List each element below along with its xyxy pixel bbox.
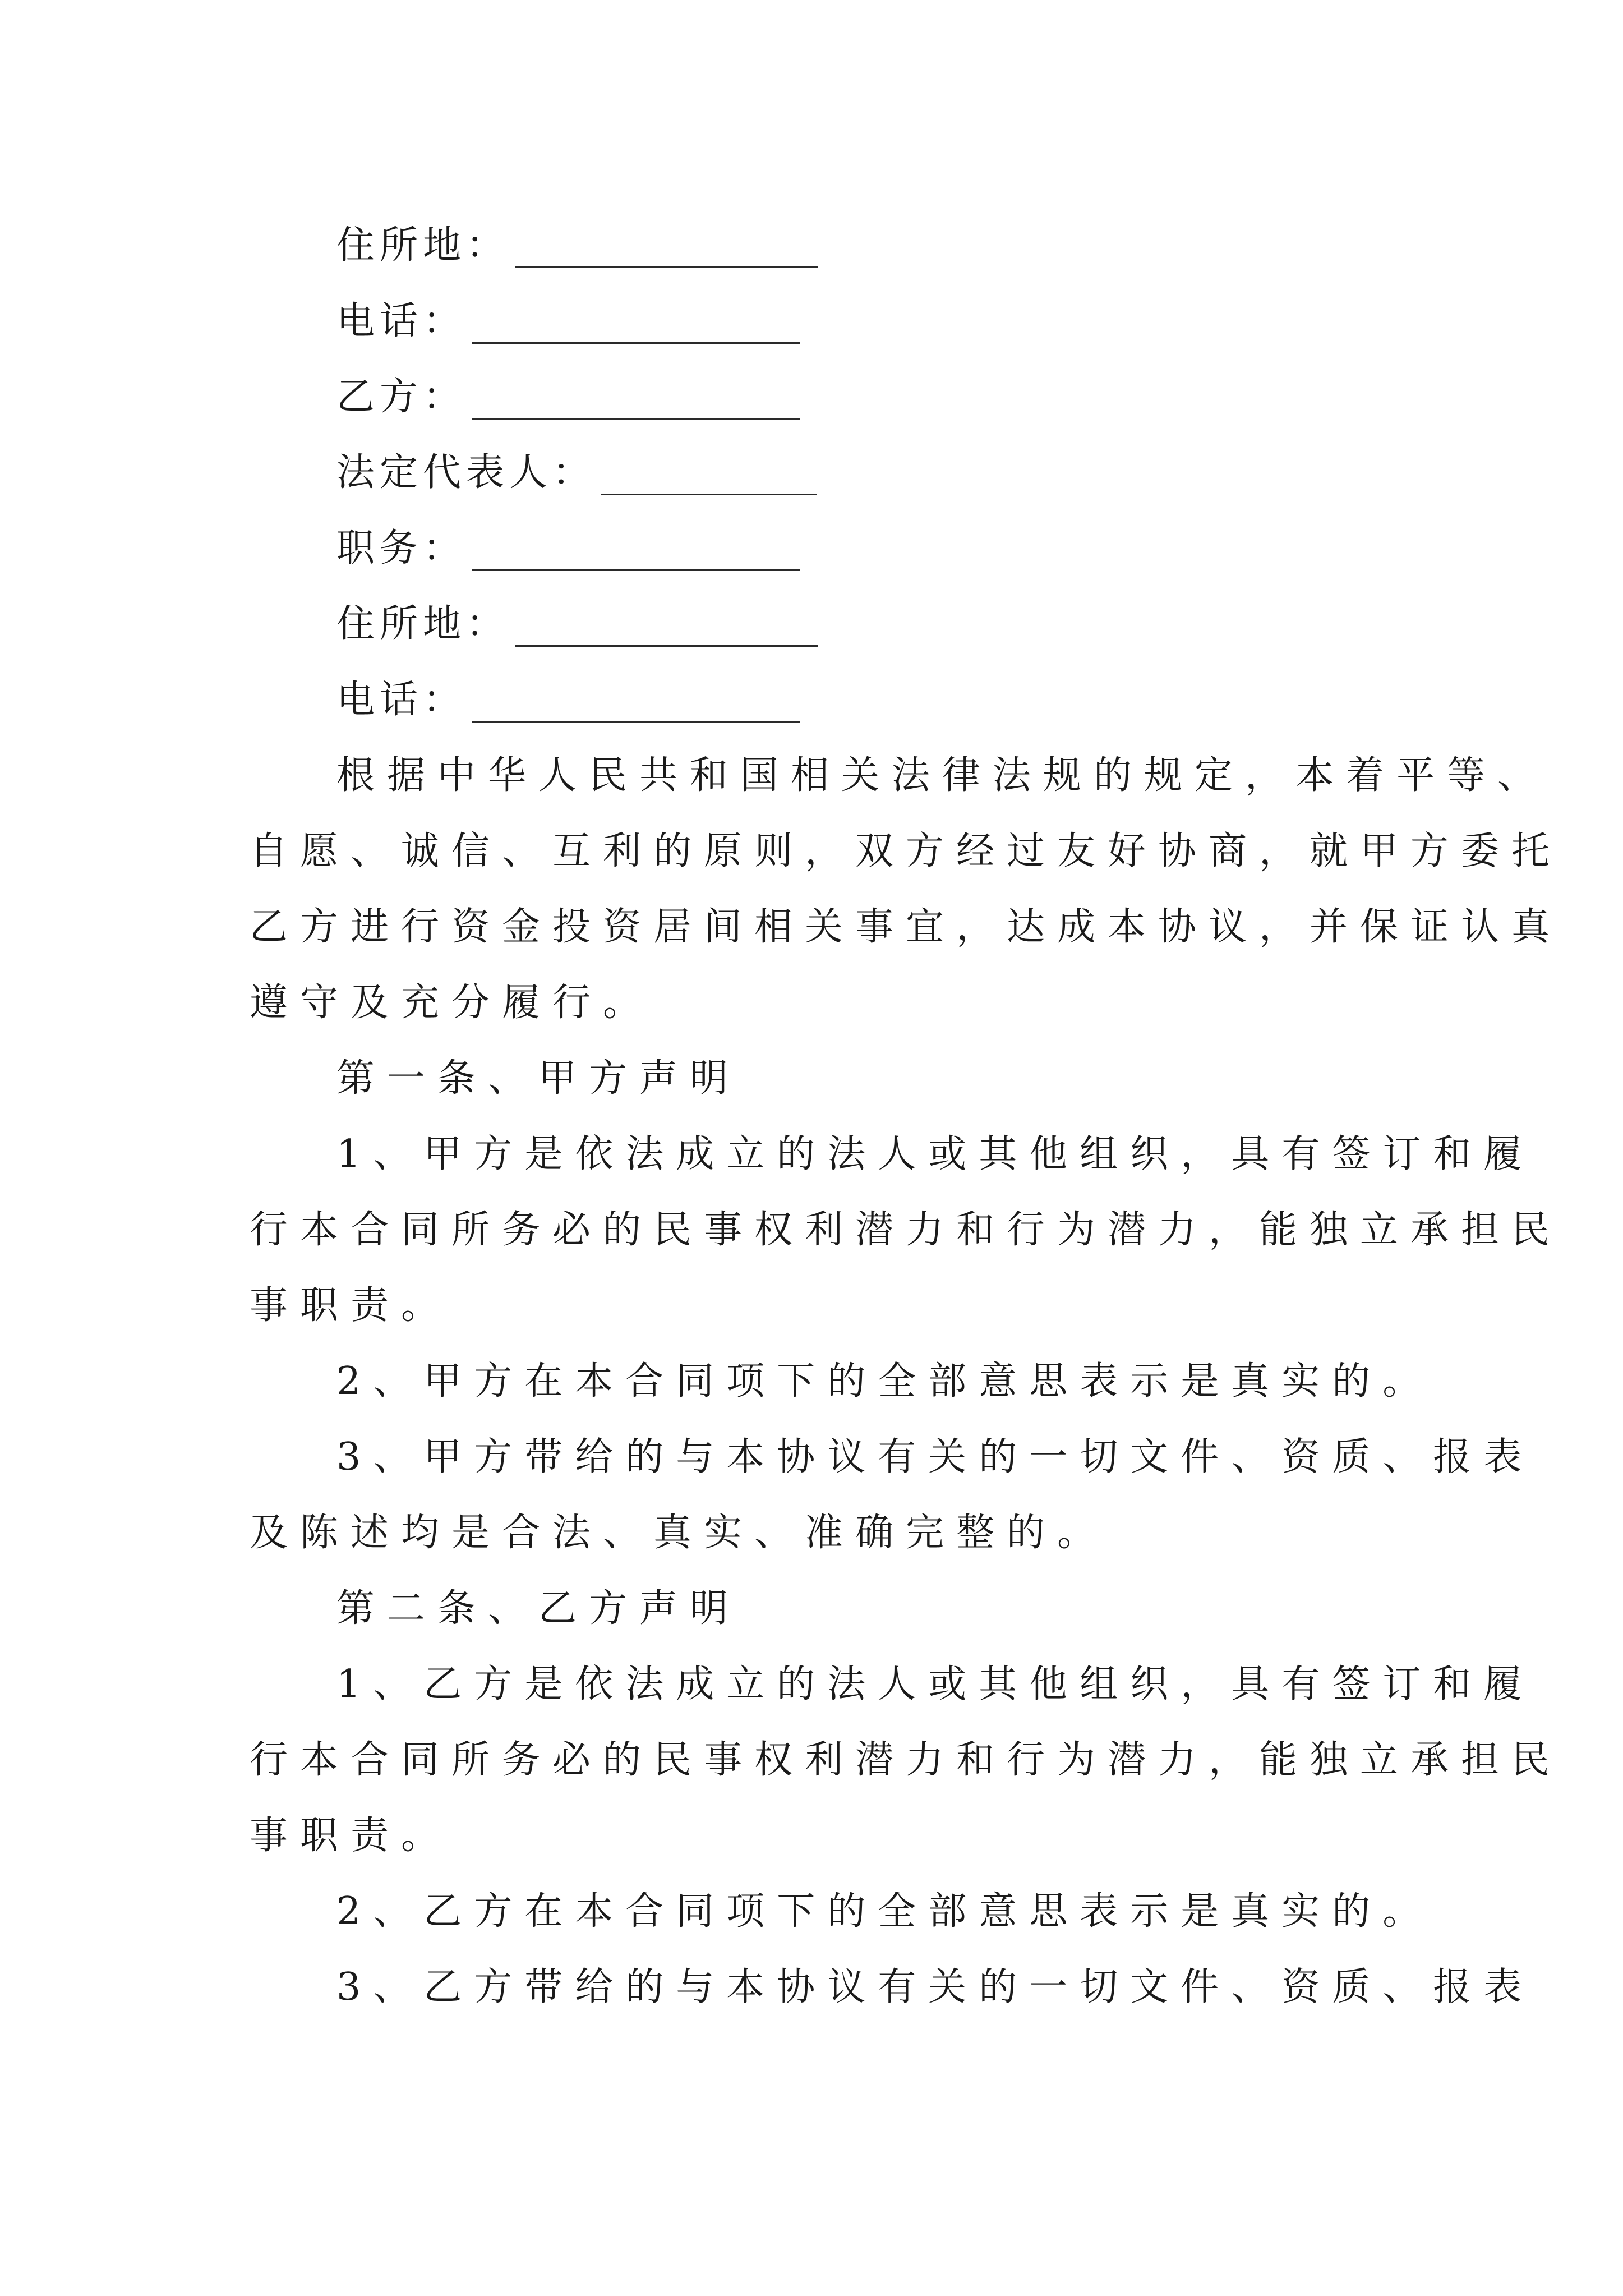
article-1-clause-1-line-2: 行本合同所务必的民事权利潜力和行为潜力，能独立承担民 [250,1208,1562,1252]
party-b-legal-rep-label: 法定代表人： [336,450,596,495]
article-1-clause-3-line-2: 及陈述均是合法、真实、准确完整的。 [250,1511,1108,1555]
preamble-line-1: 根据中华人民共和国相关法律法规的规定，本着平等、 [336,753,1548,798]
preamble-line-2: 自愿、诚信、互利的原则，双方经过友好协商，就甲方委托 [250,829,1562,873]
party-a-address-blank[interactable] [515,233,818,268]
party-b-address-blank[interactable] [515,611,818,647]
article-2-clause-2: 2、乙方在本合同项下的全部意思表示是真实的。 [336,1889,1433,1934]
article-1-clause-1-line-3: 事职责。 [250,1283,452,1328]
article-2-clause-1-line-3: 事职责。 [250,1814,452,1858]
party-b-phone-blank[interactable] [472,687,800,723]
party-b-phone-row [336,678,800,723]
party-b-legal-rep-row [336,450,817,495]
preamble-line-4: 遵守及充分履行。 [250,981,654,1025]
article-1-clause-3-line-1: 3、甲方带给的与本协议有关的一切文件、资质、报表 [336,1435,1534,1479]
article-2-clause-3-line-1: 3、乙方带给的与本协议有关的一切文件、资质、报表 [336,1965,1534,2009]
party-b-position-row [336,526,800,571]
party-a-phone-blank[interactable] [472,309,800,344]
party-a-phone-row [336,299,800,344]
party-b-name-blank[interactable] [472,384,800,420]
preamble-line-3: 乙方进行资金投资居间相关事宜，达成本协议，并保证认真 [250,905,1562,949]
article-2-clause-1-line-2: 行本合同所务必的民事权利潜力和行为潜力，能独立承担民 [250,1738,1562,1782]
article-1-heading: 第一条、甲方声明 [336,1056,741,1101]
party-b-position-label: 职务： [336,526,467,570]
party-a-address-row [336,223,818,268]
article-2-heading: 第二条、乙方声明 [336,1586,741,1631]
article-2-clause-1-line-1: 1、乙方是依法成立的法人或其他组织，具有签订和履 [336,1662,1534,1706]
party-b-legal-rep-blank[interactable] [601,460,817,495]
party-b-name-row [336,375,800,420]
party-b-address-row [336,602,818,647]
article-1-clause-1-line-1: 1、甲方是依法成立的法人或其他组织，具有签订和履 [336,1132,1534,1176]
party-b-phone-label: 电话： [336,678,467,722]
party-a-address-label: 住所地： [336,223,510,268]
article-1-clause-2: 2、甲方在本合同项下的全部意思表示是真实的。 [336,1359,1433,1404]
party-b-position-blank[interactable] [472,536,800,571]
party-a-phone-label: 电话： [336,299,467,343]
party-b-address-label: 住所地： [336,602,510,646]
party-b-name-label: 乙方： [336,375,467,419]
